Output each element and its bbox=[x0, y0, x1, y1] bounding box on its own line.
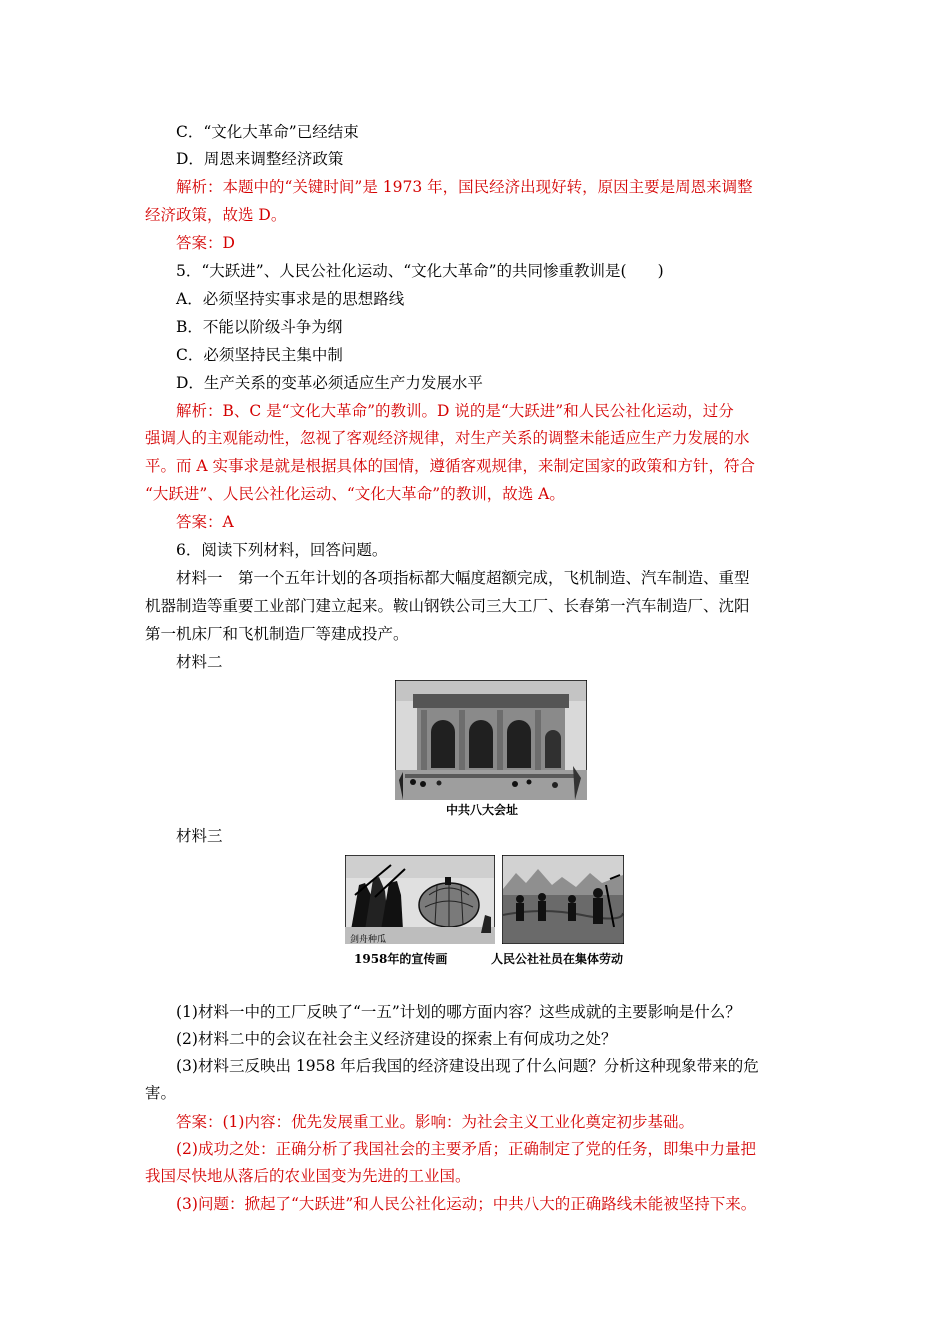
q5-answer: 答案：A bbox=[176, 513, 234, 531]
q5-option-a: A．必须坚持实事求是的思想路线 bbox=[176, 290, 405, 308]
q4-analysis-line-2: 经济政策，故选 D。 bbox=[145, 206, 287, 224]
q6-answer-2-line-1: (2)成功之处：正确分析了我国社会的主要矛盾；正确制定了党的任务，即集中力量把 bbox=[176, 1140, 756, 1158]
q5-analysis-line-2: 强调人的主观能动性，忽视了客观经济规律，对生产关系的调整未能适应生产力发展的水 bbox=[145, 429, 750, 447]
q4-option-d: D．周恩来调整经济政策 bbox=[176, 150, 344, 168]
q6-subquestion-2: (2)材料二中的会议在社会主义经济建设的探索上有何成功之处？ bbox=[176, 1030, 617, 1048]
q6-answer-3: (3)问题：掀起了“大跃进”和人民公社化运动；中共八大的正确路线未能被坚持下来。 bbox=[176, 1195, 757, 1213]
q4-analysis-line-1: 解析：本题中的“关键时间”是 1973 年，国民经济出现好转，原因主要是周恩来调整 bbox=[176, 178, 753, 196]
q6-answer-2-line-2: 我国尽快地从落后的农业国变为先进的工业国。 bbox=[145, 1167, 471, 1185]
q5-option-d: D．生产关系的变革必须适应生产力发展水平 bbox=[176, 374, 483, 392]
q6-subquestion-3-line-2: 害。 bbox=[145, 1084, 177, 1102]
q6-material2-label: 材料二 bbox=[176, 653, 223, 671]
q6-material3-label: 材料三 bbox=[176, 827, 223, 845]
q6-material1-line-3: 第一机床厂和飞机制造厂等建成投产。 bbox=[145, 625, 409, 643]
congress-hall-photo bbox=[395, 680, 587, 800]
q6-stem: 6．阅读下列材料，回答问题。 bbox=[176, 541, 388, 559]
q5-stem: 5．“大跃进”、人民公社化运动、“文化大革命”的共同惨重教训是( ) bbox=[176, 262, 664, 280]
material2-caption: 中共八大会址 bbox=[446, 803, 519, 817]
q4-option-c: C．“文化大革命”已经结束 bbox=[176, 123, 359, 141]
q4-answer: 答案：D bbox=[176, 234, 235, 252]
propaganda-poster-photo bbox=[345, 855, 495, 944]
poster-inscription: 剑舟种瓜 bbox=[350, 935, 387, 945]
q6-answer-1: 答案：(1)内容：优先发展重工业。影响：为社会主义工业化奠定初步基础。 bbox=[176, 1113, 694, 1131]
q5-option-b: B．不能以阶级斗争为纲 bbox=[176, 318, 343, 336]
q5-analysis-line-1: 解析：B、C 是“文化大革命”的教训。D 说的是“大跃进”和人民公社化运动，过分 bbox=[176, 402, 734, 420]
material3-caption-right: 人民公社社员在集体劳动 bbox=[491, 952, 624, 966]
q5-analysis-line-4: “大跃进”、人民公社化运动、“文化大革命”的教训，故选 A。 bbox=[145, 485, 565, 503]
q6-subquestion-3-line-1: (3)材料三反映出 1958 年后我国的经济建设出现了什么问题？分析这种现象带来的危 bbox=[176, 1057, 759, 1075]
q5-option-c: C．必须坚持民主集中制 bbox=[176, 346, 343, 364]
q6-material1-line-1: 材料一 第一个五年计划的各项指标都大幅度超额完成，飞机制造、汽车制造、重型 bbox=[176, 569, 750, 587]
commune-labor-photo bbox=[502, 855, 624, 944]
q6-material1-line-2: 机器制造等重要工业部门建立起来。鞍山钢铁公司三大工厂、长春第一汽车制造厂、沈阳 bbox=[145, 597, 750, 615]
material3-caption-left: 1958年的宣传画 bbox=[354, 952, 448, 966]
q6-subquestion-1: (1)材料一中的工厂反映了“一五”计划的哪方面内容？这些成就的主要影响是什么？ bbox=[176, 1003, 741, 1021]
q5-analysis-line-3: 平。而 A 实事求是就是根据具体的国情，遵循客观规律，来制定国家的政策和方针，符合 bbox=[145, 457, 756, 475]
